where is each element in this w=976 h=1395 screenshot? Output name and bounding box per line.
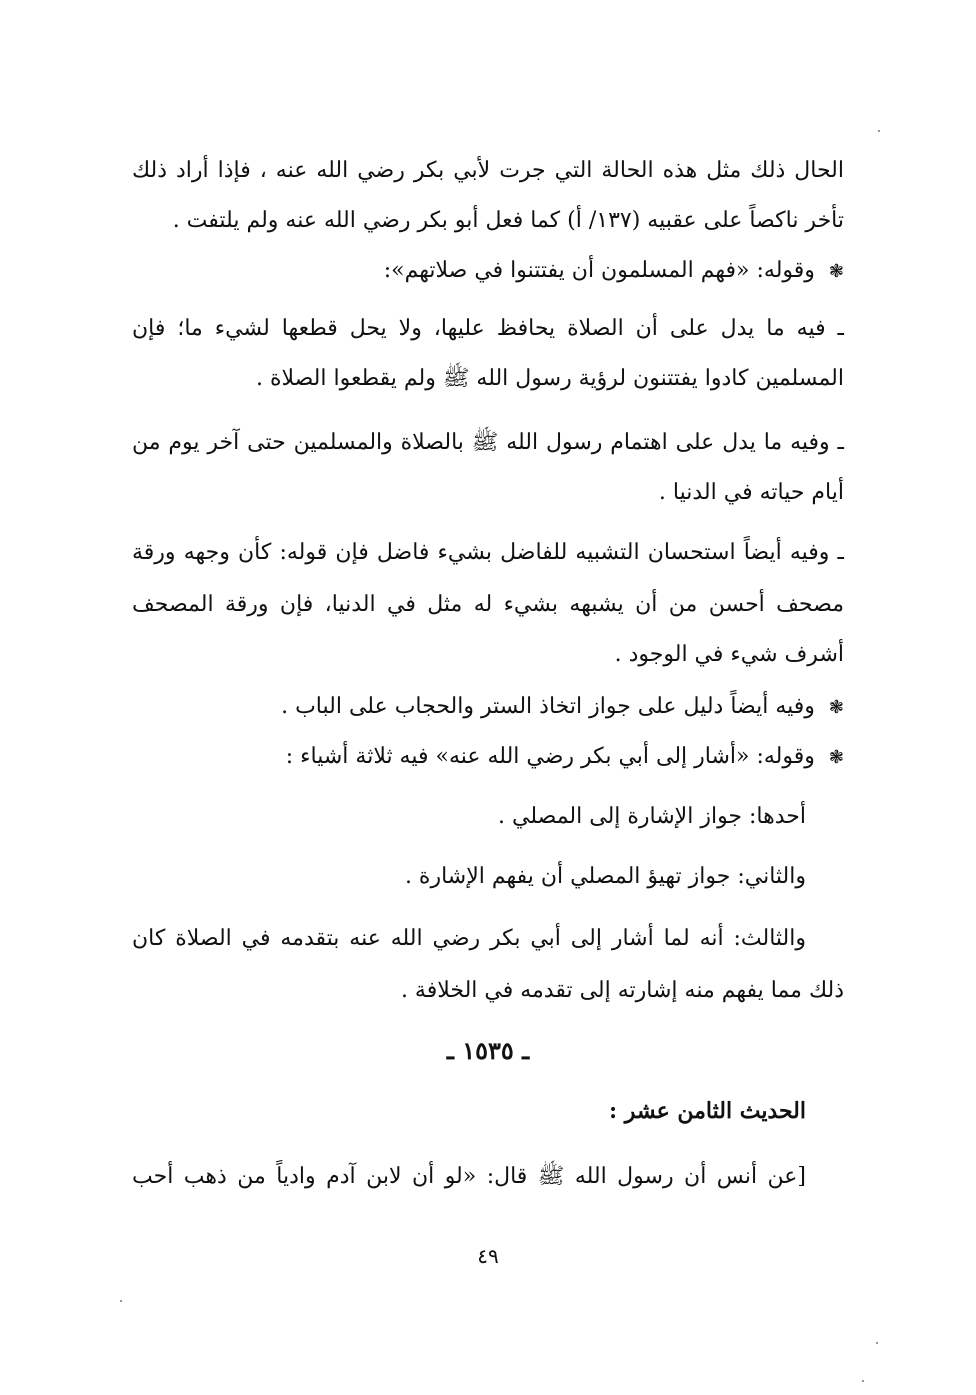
text-line-17: [عن أنس أن رسول الله ﷺ قال: «لو أن لابن آدم وادياً من ذهب أحب — [132, 1164, 806, 1189]
text-line-5: المسلمين كادوا يفتتنون لرؤية رسول الله ﷺ ولم يقطعوا الصلاة . — [255, 366, 844, 391]
text-line-3 — [384, 256, 844, 287]
text-line-16: ذلك مما يفهم منه إشارته إلى تقدمه في الخلافة . — [400, 978, 844, 1003]
text-line-6: ـ وفيه ما يدل على اهتمام رسول الله ﷺ بالصلاة والمسلمين حتى آخر يوم من — [132, 430, 844, 455]
text-line-11 — [281, 692, 844, 723]
asterisk-ornament-icon: ❃ — [828, 697, 844, 718]
text-line-7: أيام حياته في الدنيا . — [658, 480, 844, 505]
text-line-11-content: وفيه أيضاً دليل على جواز اتخاذ الستر والحجاب على الباب . — [281, 694, 815, 719]
asterisk-ornament-icon: ❃ — [828, 747, 844, 768]
text-line-12-content: وقوله: «أشار إلى أبي بكر رضي الله عنه» فيه ثلاثة أشياء : — [285, 744, 815, 769]
scan-speck — [862, 1380, 864, 1382]
text-line-3-content: وقوله: «فهم المسلمون أن يفتتنوا في صلاتهم»: — [383, 258, 815, 283]
text-line-9: مصحف أحسن من أن يشبهه بشيء له مثل في الدنيا، فإن ورقة المصحف — [132, 592, 844, 617]
text-line-14: والثاني: جواز تهيؤ المصلي أن يفهم الإشارة . — [404, 864, 806, 889]
text-line-15: والثالث: أنه لما أشار إلى أبي بكر رضي الله عنه بتقدمه في الصلاة كان — [132, 926, 806, 951]
section-number: ـ ١٥٣٥ ـ — [446, 1036, 530, 1065]
scan-speck — [120, 1300, 122, 1302]
page-number: ٤٩ — [477, 1244, 499, 1268]
text-line-1: الحال ذلك مثل هذه الحالة التي جرت لأبي بكر رضي الله عنه ، فإذا أراد ذلك — [132, 158, 844, 183]
section-title: الحديث الثامن عشر : — [609, 1098, 806, 1124]
text-line-2: تأخر ناكصاً على عقبيه (١٣٧/ أ) كما فعل أبو بكر رضي الله عنه ولم يلتفت . — [172, 208, 844, 233]
text-line-12 — [286, 742, 844, 773]
text-line-10: أشرف شيء في الوجود . — [614, 642, 844, 667]
asterisk-ornament-icon: ❃ — [828, 261, 844, 282]
text-line-4: ـ فيه ما يدل على أن الصلاة يحافظ عليها، ولا يحل قطعها لشيء ما؛ فإن — [132, 316, 844, 341]
scan-speck — [876, 1342, 878, 1344]
scan-speck — [878, 130, 880, 132]
text-line-8: ـ وفيه أيضاً استحسان التشبيه للفاضل بشيء فاضل فإن قوله: كأن وجهه ورقة — [132, 540, 844, 565]
text-line-13: أحدها: جواز الإشارة إلى المصلي . — [498, 804, 806, 829]
